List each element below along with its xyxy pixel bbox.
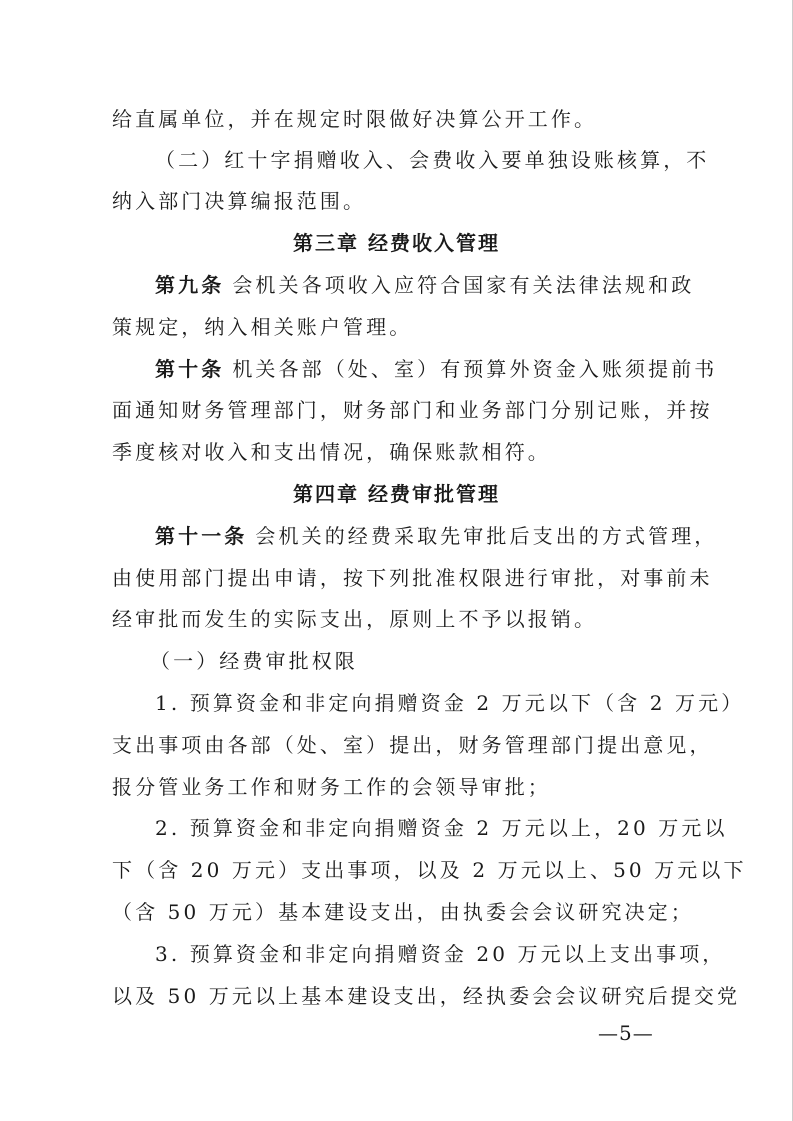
article-9-label: 第九条 xyxy=(155,273,225,297)
article-11-label: 第十一条 xyxy=(155,524,248,548)
article-9-text: 会机关各项收入应符合国家有关法律法规和政 xyxy=(232,273,695,297)
article-10-line-3: 季度核对收入和支出情况，确保账款相符。 xyxy=(112,440,551,464)
article-9-line-2: 策规定，纳入相关账户管理。 xyxy=(112,315,413,339)
page-number: —5— xyxy=(598,1021,654,1045)
text-line-3: 纳入部门决算编报范围。 xyxy=(112,189,367,213)
item-1-line-3: 报分管业务工作和财务工作的会领导审批； xyxy=(112,775,551,799)
chapter-3-heading: 第三章 经费收入管理 xyxy=(293,231,500,255)
article-10-label: 第十条 xyxy=(155,357,225,381)
item-1-line-2: 支出事项由各部（处、室）提出，财务管理部门提出意见， xyxy=(112,733,713,757)
article-10-line-2: 面通知财务管理部门，财务部门和业务部门分别记账，并按 xyxy=(112,398,713,422)
article-10-text: 机关各部（处、室）有预算外资金入账须提前书 xyxy=(232,357,718,381)
item-2-line-1: 2. 预算资金和非定向捐赠资金 2 万元以上，20 万元以 xyxy=(155,816,728,840)
chapter-4-heading: 第四章 经费审批管理 xyxy=(293,482,500,506)
article-11-line-3: 经审批而发生的实际支出，原则上不予以报销。 xyxy=(112,607,598,631)
item-2-line-2: 下（含 20 万元）支出事项，以及 2 万元以上、50 万元以下 xyxy=(112,858,747,882)
article-11-line-1 xyxy=(155,523,717,549)
item-3-line-2: 以及 50 万元以上基本建设支出，经执委会会议研究后提交党 xyxy=(112,984,741,1008)
subsection-1-title: （一）经费审批权限 xyxy=(150,649,358,673)
text-line-2: （二）红十字捐赠收入、会费收入要单独设账核算，不 xyxy=(155,148,710,172)
article-11-text: 会机关的经费采取先审批后支出的方式管理， xyxy=(255,524,718,548)
item-2-line-3: （含 50 万元）基本建设支出，由执委会会议研究决定； xyxy=(112,900,694,924)
item-3-line-1: 3. 预算资金和非定向捐赠资金 20 万元以上支出事项， xyxy=(155,942,726,966)
item-1-line-1: 1. 预算资金和非定向捐赠资金 2 万元以下（含 2 万元） xyxy=(155,691,745,715)
article-9-line-1 xyxy=(155,272,694,298)
article-11-line-2: 由使用部门提出申请，按下列批准权限进行审批，对事前未 xyxy=(112,566,713,590)
article-10-line-1 xyxy=(155,356,717,382)
text-line-1: 给直属单位，并在规定时限做好决算公开工作。 xyxy=(112,107,598,131)
